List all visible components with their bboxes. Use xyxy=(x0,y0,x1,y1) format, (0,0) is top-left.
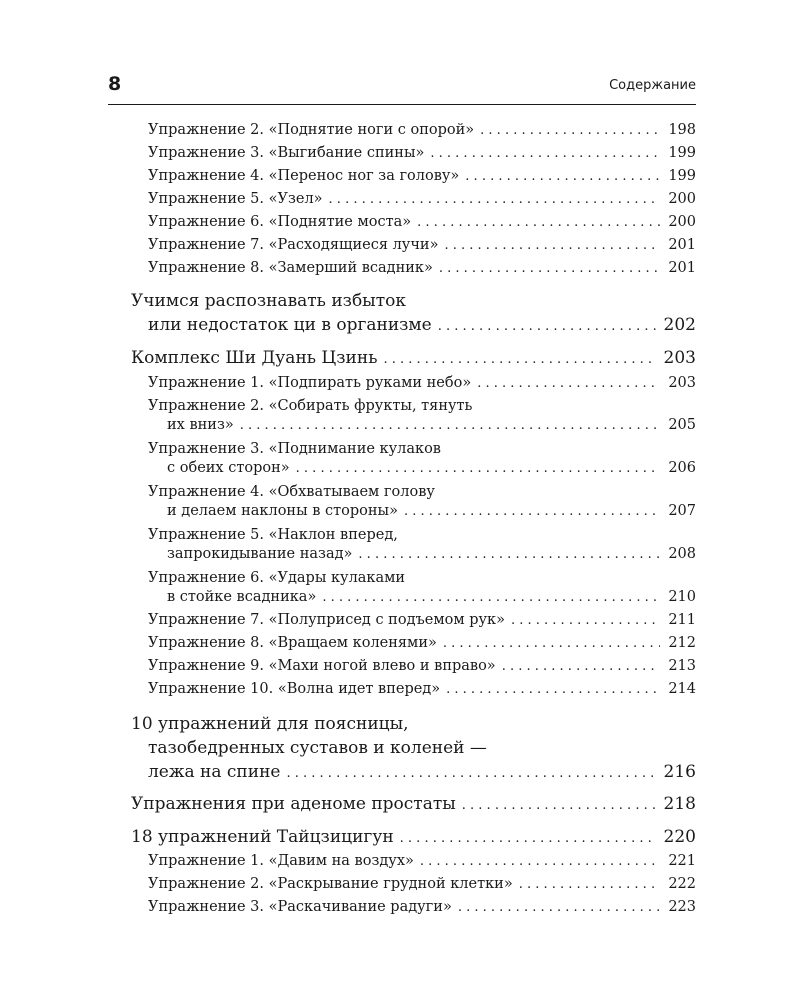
dot-leader xyxy=(465,166,660,188)
dot-leader xyxy=(438,315,656,339)
toc-entry[interactable] xyxy=(148,850,696,873)
toc-entry-page: 222 xyxy=(668,876,696,892)
toc-entry-title: Упражнение 2. «Собирать фрукты, тянуть xyxy=(148,398,473,414)
toc-entry-page: 221 xyxy=(668,853,696,869)
toc-entry-page: 214 xyxy=(668,681,696,697)
dot-leader xyxy=(462,794,656,818)
dot-leader xyxy=(322,587,660,609)
dot-leader xyxy=(404,501,660,523)
toc-entry-title: Упражнение 3. «Поднимание кулаков xyxy=(148,441,441,457)
toc-entry-continuation[interactable] xyxy=(167,543,696,566)
toc-entry-page: 208 xyxy=(668,546,696,562)
toc-entry-title: Упражнение 3. «Раскачивание радуги» xyxy=(148,899,452,915)
toc-entry-title: и делаем наклоны в стороны» xyxy=(167,503,398,519)
dot-leader xyxy=(430,143,660,165)
dot-leader xyxy=(286,762,655,786)
toc-entry-page: 220 xyxy=(663,827,696,847)
toc-section-heading[interactable] xyxy=(131,825,696,851)
toc-entry-title: Упражнение 3. «Выгибание спины» xyxy=(148,145,425,161)
toc-section-heading[interactable] xyxy=(131,289,696,313)
toc-entry-title: Упражнение 7. «Расходящиеся лучи» xyxy=(148,237,439,253)
toc-entry-page: 223 xyxy=(668,899,696,915)
toc-entry-continuation[interactable] xyxy=(167,457,696,480)
dot-leader xyxy=(477,373,660,395)
toc-entry-title: 10 упражнений для поясницы, xyxy=(131,714,409,734)
toc-section-heading[interactable] xyxy=(131,792,696,818)
toc-entry[interactable] xyxy=(148,609,696,632)
toc-entry-page: 199 xyxy=(668,145,696,161)
dot-leader xyxy=(383,348,655,372)
toc-entry-page: 201 xyxy=(668,260,696,276)
toc-entry-page: 202 xyxy=(663,315,696,335)
dot-leader xyxy=(502,656,661,678)
toc-entry-title: Упражнение 2. «Поднятие ноги с опорой» xyxy=(148,122,475,138)
dot-leader xyxy=(400,827,656,851)
toc-entry-title: запрокидывание назад» xyxy=(167,546,353,562)
dot-leader xyxy=(296,458,661,480)
page-number: 8 xyxy=(108,73,122,95)
dot-leader xyxy=(458,897,660,919)
toc-entry[interactable] xyxy=(148,211,696,234)
toc-entry-title: Упражнение 4. «Обхватываем голову xyxy=(148,484,435,500)
dot-leader xyxy=(417,212,660,234)
dot-leader xyxy=(480,120,660,142)
dot-leader xyxy=(511,610,660,632)
toc-entry-title: Упражнение 8. «Вращаем коленями» xyxy=(148,635,437,651)
toc-entry-title: лежа на спине xyxy=(148,762,281,782)
toc-entry-page: 203 xyxy=(663,348,696,368)
toc-section-heading-continuation[interactable] xyxy=(148,736,696,760)
toc-entry[interactable] xyxy=(148,188,696,211)
dot-leader xyxy=(444,235,660,257)
toc-entry-page: 205 xyxy=(668,417,696,433)
toc-entry-title: Упражнение 5. «Узел» xyxy=(148,191,323,207)
toc-entry-title: Комплекс Ши Дуань Цзинь xyxy=(131,348,378,368)
toc-entry-title: с обеих сторон» xyxy=(167,460,290,476)
toc-entry-title: их вниз» xyxy=(167,417,234,433)
toc-entry[interactable] xyxy=(148,142,696,165)
toc-entry-title: Упражнение 6. «Удары кулаками xyxy=(148,570,406,586)
dot-leader xyxy=(439,258,660,280)
toc-entry-title: Упражнение 1. «Давим на воздух» xyxy=(148,853,414,869)
dot-leader xyxy=(329,189,661,211)
running-title: Содержание xyxy=(609,78,696,93)
dot-leader xyxy=(446,679,660,701)
toc-entry-page: 210 xyxy=(668,589,696,605)
toc-entry[interactable] xyxy=(148,678,696,701)
toc-entry-page: 206 xyxy=(668,460,696,476)
dot-leader xyxy=(519,874,661,896)
toc-entry-page: 201 xyxy=(668,237,696,253)
toc-entry-page: 199 xyxy=(668,168,696,184)
toc-entry-title: Упражнение 10. «Волна идет вперед» xyxy=(148,681,441,697)
toc-entry-page: 200 xyxy=(668,191,696,207)
dot-leader xyxy=(443,633,660,655)
toc-entry[interactable] xyxy=(148,632,696,655)
toc-entry-continuation[interactable] xyxy=(167,414,696,437)
toc-entry[interactable] xyxy=(148,257,696,280)
toc-entry-page: 218 xyxy=(663,794,696,814)
toc-entry-title: Упражнение 4. «Перенос ног за голову» xyxy=(148,168,460,184)
toc-entry-title: Упражнение 9. «Махи ногой влево и вправо» xyxy=(148,658,496,674)
toc-entry-title: Упражнение 2. «Раскрывание грудной клетки» xyxy=(148,876,513,892)
dot-leader xyxy=(420,851,660,873)
toc-entry-page: 216 xyxy=(663,762,696,782)
toc-section-heading[interactable] xyxy=(131,712,696,736)
dot-leader xyxy=(240,415,661,437)
toc-entry-title: в стойке всадника» xyxy=(167,589,317,605)
toc-entry[interactable] xyxy=(148,873,696,896)
toc-entry-continuation[interactable] xyxy=(167,586,696,609)
toc-entry-title: Учимся распознавать избыток xyxy=(131,291,406,311)
toc-entry-title: Упражнения при аденоме простаты xyxy=(131,794,456,814)
toc-entry[interactable] xyxy=(148,655,696,678)
toc-entry-title: Упражнение 5. «Наклон вперед, xyxy=(148,527,398,543)
toc-entry-page: 213 xyxy=(668,658,696,674)
toc-entry-page: 211 xyxy=(668,612,696,628)
toc-entry[interactable] xyxy=(148,372,696,395)
toc-entry-title: Упражнение 7. «Полуприсед с подъемом рук» xyxy=(148,612,505,628)
toc-entry[interactable] xyxy=(148,896,696,919)
toc-entry-title: тазобедренных суставов и коленей — xyxy=(148,738,487,758)
toc-entry-title: 18 упражнений Тайцзицигун xyxy=(131,827,394,847)
toc-entry[interactable] xyxy=(148,119,696,142)
toc-entry-title: Упражнение 1. «Подпирать руками небо» xyxy=(148,375,472,391)
toc-entry-title: Упражнение 8. «Замерший всадник» xyxy=(148,260,433,276)
dot-leader xyxy=(358,544,660,566)
toc-entry-page: 198 xyxy=(668,122,696,138)
toc-entry[interactable] xyxy=(148,234,696,257)
toc-entry-title: Упражнение 6. «Поднятие моста» xyxy=(148,214,412,230)
toc-entry-page: 203 xyxy=(668,375,696,391)
toc-section-heading-continuation[interactable] xyxy=(148,760,696,786)
toc-entry-title: или недостаток ци в организме xyxy=(148,315,432,335)
toc-entry-continuation[interactable] xyxy=(167,500,696,523)
toc-section-heading[interactable] xyxy=(131,346,696,372)
toc-entry-page: 212 xyxy=(668,635,696,651)
toc-entry[interactable] xyxy=(148,165,696,188)
toc-entry-page: 207 xyxy=(668,503,696,519)
toc-section-heading-continuation[interactable] xyxy=(148,313,696,339)
toc-entry-page: 200 xyxy=(668,214,696,230)
